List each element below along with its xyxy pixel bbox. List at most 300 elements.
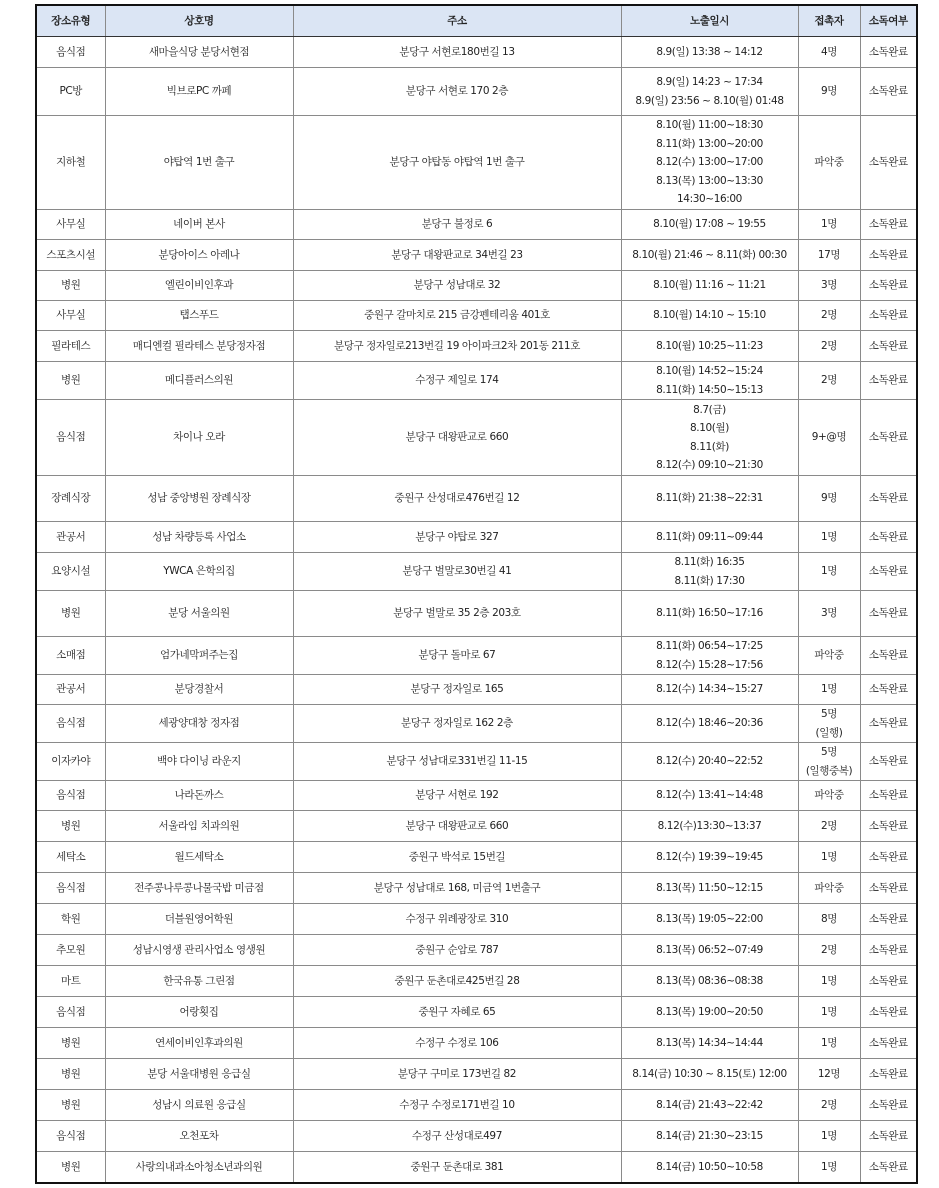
cell-exposure-time [621,781,798,811]
cell-business-name: 성남시 의료원 응급실 [105,1090,293,1121]
table-row [36,966,917,997]
cell-contacts-line: 파악중 [814,649,844,662]
cell-business-name: 성남 차량등록 사업소 [105,522,293,553]
cell-business-name: 빅브로PC 까페 [105,68,293,116]
table-row [36,743,917,781]
cell-business-name: 새마을식당 분당서현점 [105,37,293,68]
cell-exposure-time-line: 8.11(화) 13:00~20:00 [656,137,763,150]
cell-address: 분당구 정자일로 165 [293,675,621,705]
cell-disinfection: 소독완료 [860,522,917,553]
cell-contacts-line: 8명 [820,912,838,925]
cell-place-type: 음식점 [36,705,105,743]
cell-exposure-time-line: 8.9(일) 13:38 ~ 14:12 [656,45,763,58]
table-row [36,400,917,476]
cell-disinfection: 소독완료 [860,675,917,705]
cell-exposure-time [621,476,798,522]
table-row [36,591,917,637]
cell-business-name: 분당경찰서 [105,675,293,705]
cell-exposure-time [621,116,798,210]
cell-place-type: 병원 [36,362,105,400]
cell-place-type: 음식점 [36,400,105,476]
cell-disinfection: 소독완료 [860,997,917,1028]
cell-exposure-time-line: 8.13(목) 06:52~07:49 [656,943,763,956]
cell-exposure-time [621,743,798,781]
table-row [36,675,917,705]
cell-address: 중원구 산성대로476번길 12 [293,476,621,522]
cell-disinfection: 소독완료 [860,1028,917,1059]
cell-contacts-line: 2명 [820,943,838,956]
cell-exposure-time [621,1152,798,1183]
cell-contacts-line: 2명 [820,819,838,832]
cell-address: 분당구 대왕판교로 34번길 23 [293,240,621,271]
cell-business-name: 사랑의내과소아청소년과의원 [105,1152,293,1183]
cell-place-type: 음식점 [36,781,105,811]
cell-contacts-line: 17명 [817,248,841,261]
cell-exposure-time [621,271,798,301]
cell-disinfection: 소독완료 [860,966,917,997]
cell-address: 분당구 정자일로213번길 19 아이파크2차 201동 211호 [293,331,621,362]
cell-contacts [798,966,860,997]
cell-place-type: 마트 [36,966,105,997]
table-row [36,935,917,966]
cell-exposure-time-line: 14:30~16:00 [677,193,742,206]
cell-contacts-line: 파악중 [814,881,844,894]
cell-place-type: 병원 [36,1028,105,1059]
cell-place-type: 음식점 [36,997,105,1028]
cell-address: 분당구 대왕판교로 660 [293,400,621,476]
cell-disinfection: 소독완료 [860,301,917,331]
cell-exposure-time [621,553,798,591]
cell-address: 분당구 정자일로 162 2층 [293,705,621,743]
cell-address: 분당구 야탑동 야탑역 1번 출구 [293,116,621,210]
table-row [36,37,917,68]
cell-disinfection: 소독완료 [860,935,917,966]
cell-contacts [798,362,860,400]
cell-contacts [798,37,860,68]
cell-business-name: 엄가네막퍼주는집 [105,637,293,675]
cell-place-type: 음식점 [36,37,105,68]
table-row [36,116,917,210]
table-row [36,1059,917,1090]
cell-address: 분당구 구미로 173번길 82 [293,1059,621,1090]
cell-exposure-time-line: 8.12(수) 20:40~22:52 [656,755,763,768]
cell-contacts [798,781,860,811]
cell-disinfection: 소독완료 [860,476,917,522]
cell-exposure-time-line: 8.11(화) 09:11~09:44 [656,530,763,543]
cell-business-name: 한국유통 그린점 [105,966,293,997]
cell-contacts [798,935,860,966]
cell-exposure-time-line: 8.10(월) 11:00~18:30 [656,119,763,132]
cell-place-type: 추모원 [36,935,105,966]
cell-contacts-line: 4명 [820,45,838,58]
cell-contacts-line: 1명 [820,530,838,543]
cell-exposure-time-line: 8.10(월) [690,422,729,434]
cell-business-name: 월드세탁소 [105,842,293,873]
cell-business-name: 성남시영생 관리사업소 영생원 [105,935,293,966]
cell-place-type: 병원 [36,811,105,842]
cell-place-type: 병원 [36,271,105,301]
cell-exposure-time-line: 8.13(목) 19:05~22:00 [656,912,763,925]
cell-contacts-line: 1명 [820,1160,838,1173]
cell-contacts [798,1121,860,1152]
cell-exposure-time [621,705,798,743]
header-exposure-time: 노출일시 [621,5,798,37]
header-row [36,5,917,37]
cell-address: 분당구 야탑로 327 [293,522,621,553]
cell-exposure-time-line: 8.10(월) 21:46 ~ 8.11(화) 00:30 [632,248,787,261]
cell-contacts-line: 2명 [820,309,838,322]
cell-business-name: 엘린이비인후과 [105,271,293,301]
cell-contacts [798,1090,860,1121]
exposure-locations-table [35,4,918,1184]
cell-contacts-line: 3명 [820,279,838,292]
cell-place-type: 음식점 [36,873,105,904]
cell-contacts [798,873,860,904]
table-row [36,873,917,904]
cell-place-type: 소매점 [36,637,105,675]
cell-exposure-time-line: 8.14(금) 21:43~22:42 [656,1098,763,1111]
cell-disinfection: 소독완료 [860,400,917,476]
cell-address: 분당구 서현로 170 2층 [293,68,621,116]
cell-exposure-time [621,997,798,1028]
cell-disinfection: 소독완료 [860,210,917,240]
cell-place-type: 필라테스 [36,331,105,362]
cell-exposure-time-line: 8.9(일) 23:56 ~ 8.10(월) 01:48 [635,94,784,107]
table-row [36,331,917,362]
cell-disinfection: 소독완료 [860,553,917,591]
cell-place-type: 스포츠시설 [36,240,105,271]
cell-exposure-time [621,1090,798,1121]
cell-contacts-line: 1명 [820,683,838,696]
cell-address: 분당구 벌말로30번길 41 [293,553,621,591]
cell-exposure-time-line: 8.10(월) 17:08 ~ 19:55 [653,218,766,231]
cell-contacts-line: 2명 [820,374,838,387]
cell-contacts-line: 12명 [817,1067,841,1080]
cell-contacts-line: 파악중 [814,156,844,169]
cell-business-name: 탭스푸드 [105,301,293,331]
cell-exposure-time-line: 8.12(수) 19:39~19:45 [656,850,763,863]
cell-exposure-time [621,37,798,68]
cell-exposure-time-line: 8.12(수) 13:00~17:00 [656,156,763,169]
cell-exposure-time [621,637,798,675]
cell-exposure-time-line: 8.11(화) 21:38~22:31 [656,492,763,505]
cell-contacts [798,240,860,271]
cell-place-type: 병원 [36,1152,105,1183]
cell-disinfection: 소독완료 [860,116,917,210]
cell-exposure-time [621,1028,798,1059]
cell-contacts-line: 9명 [820,492,838,505]
cell-exposure-time-line: 8.11(화) 16:50~17:16 [656,607,763,620]
cell-exposure-time [621,966,798,997]
cell-contacts-line: 3명 [820,607,838,620]
cell-exposure-time-line: 8.12(수) 18:46~20:36 [656,717,763,730]
cell-address: 중원구 둔촌대로 381 [293,1152,621,1183]
cell-contacts [798,591,860,637]
table-body [36,37,917,1183]
cell-exposure-time [621,210,798,240]
cell-address: 중원구 순암로 787 [293,935,621,966]
cell-contacts-line: (일행) [815,726,843,739]
cell-disinfection: 소독완료 [860,743,917,781]
cell-address: 수정구 수정로171번길 10 [293,1090,621,1121]
cell-business-name: 오천포차 [105,1121,293,1152]
cell-address: 수정구 수정로 106 [293,1028,621,1059]
cell-exposure-time-line: 8.9(일) 14:23 ~ 17:34 [656,76,763,88]
cell-exposure-time-line: 8.12(수) 13:41~14:48 [656,789,763,802]
cell-exposure-time-line: 8.10(월) 14:52~15:24 [656,365,763,377]
cell-contacts-line: 1명 [820,1036,838,1049]
cell-exposure-time-line: 8.10(월) 11:16 ~ 11:21 [653,279,766,292]
cell-disinfection: 소독완료 [860,1090,917,1121]
cell-address: 분당구 성남대로 32 [293,271,621,301]
cell-contacts [798,1028,860,1059]
header-address: 주소 [293,5,621,37]
cell-contacts-line: (일행중복) [805,764,853,777]
cell-disinfection: 소독완료 [860,68,917,116]
cell-contacts-line: 5명 [820,708,838,720]
cell-exposure-time-line: 8.12(수) 15:28~17:56 [656,658,763,671]
cell-disinfection: 소독완료 [860,637,917,675]
cell-address: 분당구 서현로180번길 13 [293,37,621,68]
cell-contacts [798,210,860,240]
cell-contacts [798,1059,860,1090]
cell-contacts-line: 1명 [820,1005,838,1018]
cell-place-type: 학원 [36,904,105,935]
cell-exposure-time-line: 8.11(화) 16:35 [674,556,745,568]
cell-address: 분당구 성남대로 168, 미금역 1번출구 [293,873,621,904]
cell-exposure-time-line: 8.12(수) 14:34~15:27 [656,683,763,696]
cell-disinfection: 소독완료 [860,1152,917,1183]
cell-place-type: 병원 [36,1090,105,1121]
table-row [36,476,917,522]
cell-exposure-time [621,1121,798,1152]
cell-place-type: 음식점 [36,1121,105,1152]
cell-place-type: 병원 [36,1059,105,1090]
cell-exposure-time [621,68,798,116]
cell-business-name: 네이버 본사 [105,210,293,240]
cell-contacts [798,331,860,362]
cell-contacts [798,842,860,873]
cell-place-type: 지하철 [36,116,105,210]
cell-disinfection: 소독완료 [860,362,917,400]
cell-exposure-time-line: 8.10(월) 10:25~11:23 [656,339,763,352]
cell-place-type: 이자카야 [36,743,105,781]
cell-exposure-time [621,811,798,842]
cell-exposure-time-line: 8.13(목) 13:00~13:30 [656,174,763,187]
cell-exposure-time [621,675,798,705]
cell-contacts [798,637,860,675]
header-contacts: 접촉자 [798,5,860,37]
cell-place-type: 세탁소 [36,842,105,873]
cell-exposure-time [621,591,798,637]
cell-exposure-time-line: 8.11(화) 06:54~17:25 [656,640,763,652]
cell-exposure-time-line: 8.7(금) [693,403,726,416]
table-row [36,842,917,873]
cell-disinfection: 소독완료 [860,1059,917,1090]
cell-place-type: 사무실 [36,210,105,240]
cell-address: 수정구 제일로 174 [293,362,621,400]
cell-exposure-time-line: 8.13(목) 19:00~20:50 [656,1005,763,1018]
table-row [36,637,917,675]
cell-exposure-time-line: 8.10(월) 14:10 ~ 15:10 [653,309,766,322]
cell-contacts [798,68,860,116]
table-row [36,705,917,743]
cell-contacts [798,553,860,591]
cell-contacts [798,705,860,743]
cell-contacts [798,811,860,842]
cell-exposure-time [621,842,798,873]
cell-address: 분당구 성남대로331번길 11-15 [293,743,621,781]
cell-address: 분당구 돌마로 67 [293,637,621,675]
cell-contacts-line: 파악중 [814,789,844,802]
cell-contacts [798,522,860,553]
cell-disinfection: 소독완료 [860,842,917,873]
cell-exposure-time-line: 8.12(수) 09:10~21:30 [656,459,763,471]
header-disinfection: 소독여부 [860,5,917,37]
cell-exposure-time-line: 8.13(목) 08:36~08:38 [656,974,763,987]
cell-address: 수정구 위례광장로 310 [293,904,621,935]
table-row [36,904,917,935]
cell-exposure-time-line: 8.14(금) 21:30~23:15 [656,1129,763,1142]
cell-contacts [798,476,860,522]
table-header [36,5,917,37]
cell-disinfection: 소독완료 [860,271,917,301]
cell-exposure-time-line: 8.13(목) 14:34~14:44 [656,1036,763,1049]
cell-business-name: 분당 서울의원 [105,591,293,637]
cell-business-name: 차이나 오라 [105,400,293,476]
cell-address: 수정구 산성대로497 [293,1121,621,1152]
cell-business-name: YWCA 은학의집 [105,553,293,591]
table-row [36,301,917,331]
table-row [36,210,917,240]
cell-contacts-line: 1명 [820,850,838,863]
table-row [36,240,917,271]
cell-address: 분당구 서현로 192 [293,781,621,811]
cell-address: 중원구 박석로 15번길 [293,842,621,873]
header-business-name: 상호명 [105,5,293,37]
cell-address: 중원구 둔촌대로425번길 28 [293,966,621,997]
table-row [36,522,917,553]
cell-place-type: 장례식장 [36,476,105,522]
cell-business-name: 전주콩나루콩나물국밥 미금점 [105,873,293,904]
cell-exposure-time [621,331,798,362]
cell-business-name: 서울라임 치과의원 [105,811,293,842]
cell-place-type: 병원 [36,591,105,637]
cell-disinfection: 소독완료 [860,904,917,935]
cell-contacts-line: 9+@명 [811,431,847,444]
cell-disinfection: 소독완료 [860,781,917,811]
cell-contacts-line: 2명 [820,339,838,352]
cell-exposure-time [621,935,798,966]
cell-address: 중원구 자혜로 65 [293,997,621,1028]
cell-place-type: 요양시설 [36,553,105,591]
cell-disinfection: 소독완료 [860,1121,917,1152]
cell-exposure-time [621,362,798,400]
table-row [36,1090,917,1121]
cell-exposure-time-line: 8.13(목) 11:50~12:15 [656,881,763,894]
cell-disinfection: 소독완료 [860,705,917,743]
cell-contacts-line: 2명 [820,1098,838,1111]
cell-exposure-time-line: 8.11(화) 14:50~15:13 [656,383,763,396]
cell-disinfection: 소독완료 [860,240,917,271]
table-row [36,271,917,301]
cell-address: 분당구 불정로 6 [293,210,621,240]
cell-contacts [798,400,860,476]
cell-place-type: PC방 [36,68,105,116]
cell-exposure-time [621,400,798,476]
cell-contacts-line: 1명 [820,218,838,231]
cell-disinfection: 소독완료 [860,873,917,904]
cell-contacts [798,116,860,210]
cell-disinfection: 소독완료 [860,811,917,842]
cell-contacts-line: 9명 [820,85,838,98]
cell-place-type: 사무실 [36,301,105,331]
cell-exposure-time-line: 8.12(수)13:30~13:37 [657,819,762,832]
table-row [36,1121,917,1152]
table-row [36,997,917,1028]
cell-business-name: 어랑횟집 [105,997,293,1028]
cell-address: 분당구 벌말로 35 2층 203호 [293,591,621,637]
table-row [36,1028,917,1059]
cell-business-name: 야탑역 1번 출구 [105,116,293,210]
cell-business-name: 세광양대창 정자점 [105,705,293,743]
table-row [36,811,917,842]
cell-business-name: 더블원영어학원 [105,904,293,935]
cell-place-type: 관공서 [36,522,105,553]
cell-exposure-time-line: 8.14(금) 10:50~10:58 [656,1160,763,1173]
cell-business-name: 분당 서울대병원 응급실 [105,1059,293,1090]
cell-business-name: 분당아이스 아레나 [105,240,293,271]
table-row [36,68,917,116]
cell-exposure-time-line: 8.14(금) 10:30 ~ 8.15(토) 12:00 [632,1067,787,1080]
cell-contacts [798,904,860,935]
cell-disinfection: 소독완료 [860,37,917,68]
cell-exposure-time-line: 8.11(화) 17:30 [674,574,745,587]
cell-exposure-time [621,301,798,331]
cell-business-name: 나라돈까스 [105,781,293,811]
cell-exposure-time-line: 8.11(화) [690,440,729,453]
table-row [36,553,917,591]
cell-address: 중원구 갈마치로 215 금강펜테리움 401호 [293,301,621,331]
cell-business-name: 백야 다이닝 라운지 [105,743,293,781]
header-place-type: 장소유형 [36,5,105,37]
table-row [36,362,917,400]
cell-business-name: 연세이비인후과의원 [105,1028,293,1059]
cell-contacts-line: 1명 [820,565,838,578]
cell-disinfection: 소독완료 [860,331,917,362]
cell-business-name: 성남 중앙병원 장례식장 [105,476,293,522]
cell-contacts-line: 5명 [820,746,838,758]
cell-contacts [798,1152,860,1183]
cell-disinfection: 소독완료 [860,591,917,637]
cell-contacts [798,997,860,1028]
cell-business-name: 매디엔컬 필라테스 분당정자점 [105,331,293,362]
cell-exposure-time [621,522,798,553]
cell-place-type: 관공서 [36,675,105,705]
cell-exposure-time [621,240,798,271]
cell-address: 분당구 대왕판교로 660 [293,811,621,842]
cell-contacts-line: 1명 [820,1129,838,1142]
cell-contacts [798,271,860,301]
cell-contacts [798,675,860,705]
table-row [36,1152,917,1183]
cell-exposure-time [621,873,798,904]
cell-contacts [798,743,860,781]
cell-contacts-line: 1명 [820,974,838,987]
table-row [36,781,917,811]
cell-contacts [798,301,860,331]
cell-business-name: 메디플러스의원 [105,362,293,400]
